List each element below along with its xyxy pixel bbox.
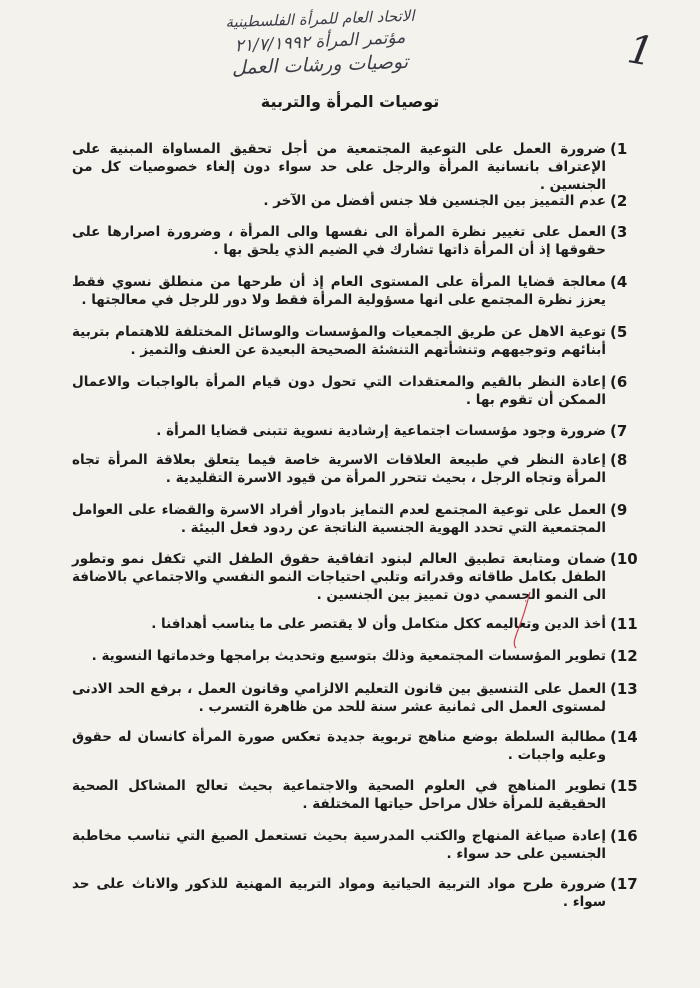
recommendation-text: العمل على تغيير نظرة المرأة الى نفسها والى المرأة ، وضرورة اصرارها على حقوقها إذ أن المرأة ذاتها تشارك في الضيم الذي يلحق بها . [72,224,606,258]
recommendation-number: 3) [610,223,628,241]
recommendation-text: مطالبة السلطة بوضع مناهج تربوية جديدة تعكس صورة المرأة كانسان له حقوق وعليه واجبات . [72,729,606,763]
recommendation-text: تطوير المؤسسات المجتمعية وذلك بتوسيع وتحديث برامجها وخدماتها النسوية . [91,648,606,664]
recommendation-number: 14) [610,728,638,746]
recommendation-item [72,451,628,487]
recommendation-number: 17) [610,875,638,893]
handwritten-line: توصيات ورشات العمل [231,50,409,80]
recommendation-text: ضرورة طرح مواد التربية الحياتية ومواد التربية المهنية للذكور والاناث على حد سواء . [72,876,606,910]
recommendation-number: 16) [610,827,638,845]
page-number: 1 [624,26,658,76]
recommendation-text: عدم التمييز بين الجنسين فلا جنس أفضل من الآخر . [263,193,606,209]
recommendation-item [72,728,638,764]
recommendation-item [72,140,628,194]
recommendation-number: 13) [610,680,638,698]
recommendation-text: إعادة النظر بالقيم والمعتقدات التي تحول دون قيام المرأة بالواجبات والاعمال الممكن أن تقوم بها . [72,374,606,408]
recommendation-number: 5) [610,323,628,341]
recommendation-number: 1) [610,140,628,158]
recommendation-text: العمل على توعية المجتمع لعدم التمايز بادوار أفراد الاسرة والقضاء على العوامل المجتمعية التي تحدد الهوية الجنسية الناتجة عن ردود فعل البيئة . [72,502,606,536]
recommendation-number: 9) [610,501,628,519]
recommendation-item [72,680,638,716]
recommendation-item [72,373,628,409]
recommendation-item [72,422,628,440]
handwritten-note [165,6,475,80]
document-title: توصيات المرأة والتربية [260,92,440,111]
red-pen-mark-icon [508,590,538,650]
recommendation-item [72,323,628,359]
recommendation-item [72,875,638,911]
recommendation-item [72,223,628,259]
handwritten-line: الاتحاد العام للمرأة الفلسطينية [225,6,415,32]
recommendation-number: 15) [610,777,638,795]
recommendation-text: تطوير المناهج في العلوم الصحية والاجتماعية بحيث تعالج المشاكل الصحية الحقيقية للمرأة خلال مراحل حياتها المختلفة . [72,778,606,812]
recommendation-item [72,501,628,537]
recommendation-text: ضرورة وجود مؤسسات اجتماعية إرشادية نسوية تتبنى قضايا المرأة . [156,423,606,439]
recommendation-number: 4) [610,273,628,291]
recommendation-item [72,827,638,863]
recommendation-item [72,777,638,813]
recommendation-text: معالجة قضايا المرأة على المستوى العام إذ أن طرحها من منطلق نسوي فقط يعزز نظرة المجتمع على انها مسؤولية المرأة فقط ولا دور للرجل في معالجتها . [72,274,606,308]
recommendation-number: 10) [610,550,638,568]
recommendation-number: 11) [610,615,638,633]
recommendation-text: إعادة صياغة المنهاج والكتب المدرسية بحيث تستعمل الصيغ التي تناسب مخاطبة الجنسين على حد سواء . [72,828,606,862]
recommendation-number: 8) [610,451,628,469]
recommendation-number: 2) [610,192,628,210]
handwritten-line: مؤتمر المرأة ٢١/٧/١٩٩٢ [234,27,406,57]
recommendation-text: إعادة النظر في طبيعة العلاقات الاسرية خاصة فيما يتعلق بعلاقة المرأة تجاه المرأة وتجاه الرجل ، بحيث تتحرر المرأة من قيود الاسرة التقليدية . [72,452,606,486]
recommendation-text: أخذ الدين وتعاليمه ككل متكامل وأن لا يقتصر على ما يناسب أهدافنا . [151,616,606,632]
recommendation-text: توعية الاهل عن طريق الجمعيات والمؤسسات والوسائل المختلفة للاهتمام بتربية أبنائهم وتوجيههم وتنشأتهم التنشئة الصحيحة البعيدة عن العنف والتميز . [72,324,606,358]
recommendation-text: العمل على التنسيق بين قانون التعليم الالزامي وقانون العمل ، برفع الحد الادنى لمستوى العمل الى ثمانية عشر سنة للحد من ظاهرة التسرب . [72,681,606,715]
recommendation-text: ضرورة العمل على التوعية المجتمعية من أجل تحقيق المساواة المبنية على الإعتراف بانسانية المرأة والرجل على حد سواء دون إلغاء خصوصيات كل من الجنسين . [72,141,606,193]
recommendation-item [72,192,628,210]
recommendation-number: 7) [610,422,628,440]
recommendation-text: ضمان ومتابعة تطبيق العالم لبنود اتفاقية حقوق الطفل التي تكفل نمو وتطور الطفل بكامل طاقاته وقدراته وتلبي احتياجات النمو النفسي والاجتماعي بالاضافة الى النمو الجسمي دون تمييز بين الجنسين . [72,551,606,603]
recommendation-number: 12) [610,647,638,665]
recommendation-item [72,273,628,309]
recommendation-number: 6) [610,373,628,391]
